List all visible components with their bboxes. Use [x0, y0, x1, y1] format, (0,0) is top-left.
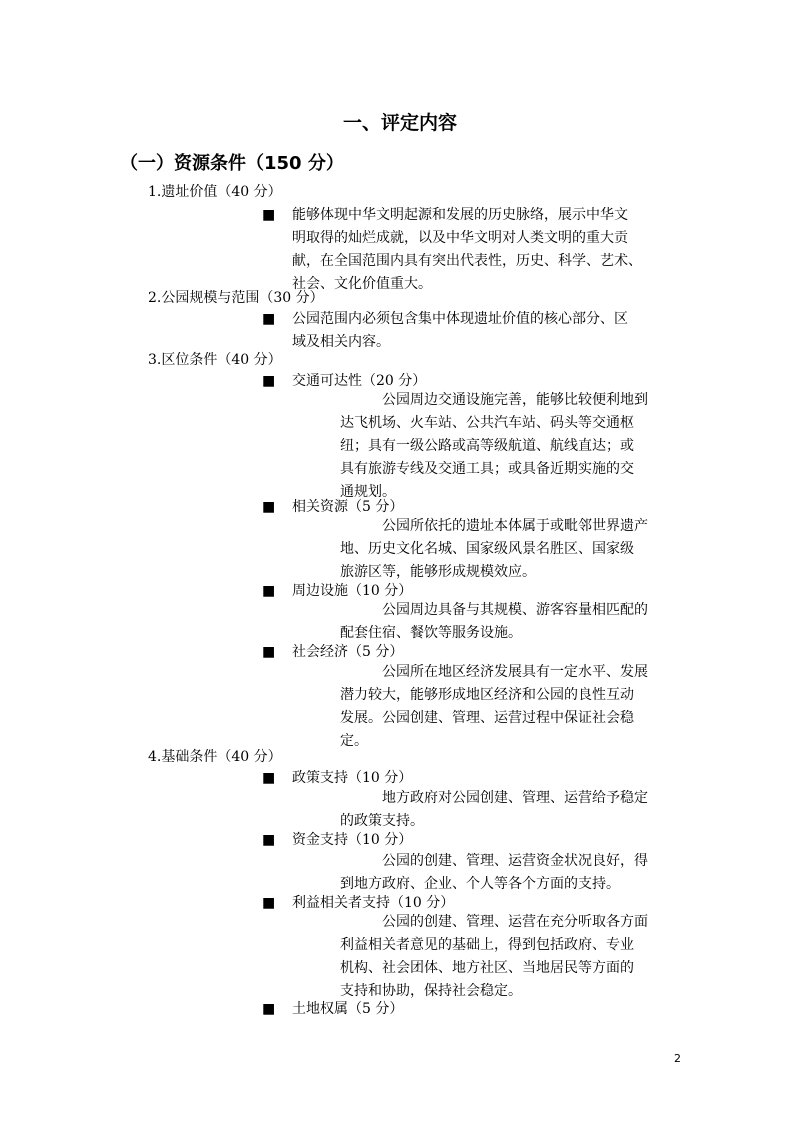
- bullet-land-ownership: [262, 998, 682, 1021]
- bullet-square-icon: ■: [262, 499, 276, 515]
- bullet-heritage-value: [262, 204, 682, 296]
- bullet-text: 资金支持（10 分）: [292, 832, 413, 848]
- item-park-scale: 2.公园规模与范围（30 分）: [148, 290, 324, 306]
- bullet-description: 公园周边具备与其规模、游客容量相匹配的 配套住宿、餐饮等服务设施。: [340, 602, 648, 641]
- bullet-text: 相关资源（5 分）: [292, 499, 404, 515]
- bullet-text: 社会经济（5 分）: [292, 644, 404, 660]
- bullet-text: 政策支持（10 分）: [292, 770, 413, 786]
- bullet-square-icon: ■: [262, 207, 276, 223]
- bullet-text: 公园范围内必须包含集中体现遗址价值的核心部分、区 域及相关内容。: [292, 311, 628, 350]
- bullet-square-icon: ■: [262, 373, 276, 389]
- bullet-text: 能够体现中华文明起源和发展的历史脉络，展示中华文 明取得的灿烂成就，以及中华文明对人类文明的重大贡 献，在全国范围内具有突出代表性，历史、科学、艺术、 社会、文化价值重大。: [292, 207, 642, 292]
- bullet-description: 公园所在地区经济发展具有一定水平、发展 潜力较大，能够形成地区经济和公园的良性互动 发展。公园创建、管理、运营过程中保证社会稳 定。: [340, 664, 648, 749]
- item-location: 3.区位条件（40 分）: [148, 352, 282, 368]
- bullet-description: 公园所依托的遗址本体属于或毗邻世界遗产 地、历史文化名城、国家级风景名胜区、国家级 旅游区等，能够形成规模效应。: [340, 518, 648, 580]
- bullet-text: 利益相关者支持（10 分）: [292, 895, 455, 911]
- bullet-description: 公园的创建、管理、运营在充分听取各方面 利益相关者意见的基础上，得到包括政府、专业 机构、社会团体、地方社区、当地居民等方面的 支持和协助，保持社会稳定。: [340, 914, 648, 999]
- page-title: 一、评定内容: [342, 112, 457, 134]
- bullet-square-icon: ■: [262, 832, 276, 848]
- item-heritage-value: 1.遗址价值（40 分）: [148, 184, 282, 200]
- bullet-square-icon: ■: [262, 311, 276, 327]
- bullet-text: 周边设施（10 分）: [292, 583, 413, 599]
- bullet-text: 土地权属（5 分）: [292, 1001, 404, 1017]
- bullet-square-icon: ■: [262, 1001, 276, 1017]
- bullet-square-icon: ■: [262, 770, 276, 786]
- bullet-description: 公园的创建、管理、运营资金状况良好，得 到地方政府、企业、个人等各个方面的支持。: [340, 853, 648, 892]
- bullet-park-scale: [262, 308, 682, 354]
- bullet-square-icon: ■: [262, 895, 276, 911]
- bullet-description: 公园周边交通设施完善，能够比较便利地到 达飞机场、火车站、公共汽车站、码头等交通枢 纽；具有一级公路或高等级航道、航线直达；或 具有旅游专线及交通工具；或具备近期实施的交 通规划。: [340, 392, 648, 500]
- bullet-square-icon: ■: [262, 644, 276, 660]
- bullet-square-icon: ■: [262, 583, 276, 599]
- bullet-description: 地方政府对公园创建、管理、运营给予稳定 的政策支持。: [340, 790, 648, 829]
- page-number: 2: [674, 1052, 681, 1065]
- bullet-text: 交通可达性（20 分）: [292, 373, 427, 389]
- item-basic-conditions: 4.基础条件（40 分）: [148, 749, 282, 765]
- bullet-funding-support: [262, 829, 682, 852]
- section-heading: （一）资源条件（150 分）: [120, 153, 344, 174]
